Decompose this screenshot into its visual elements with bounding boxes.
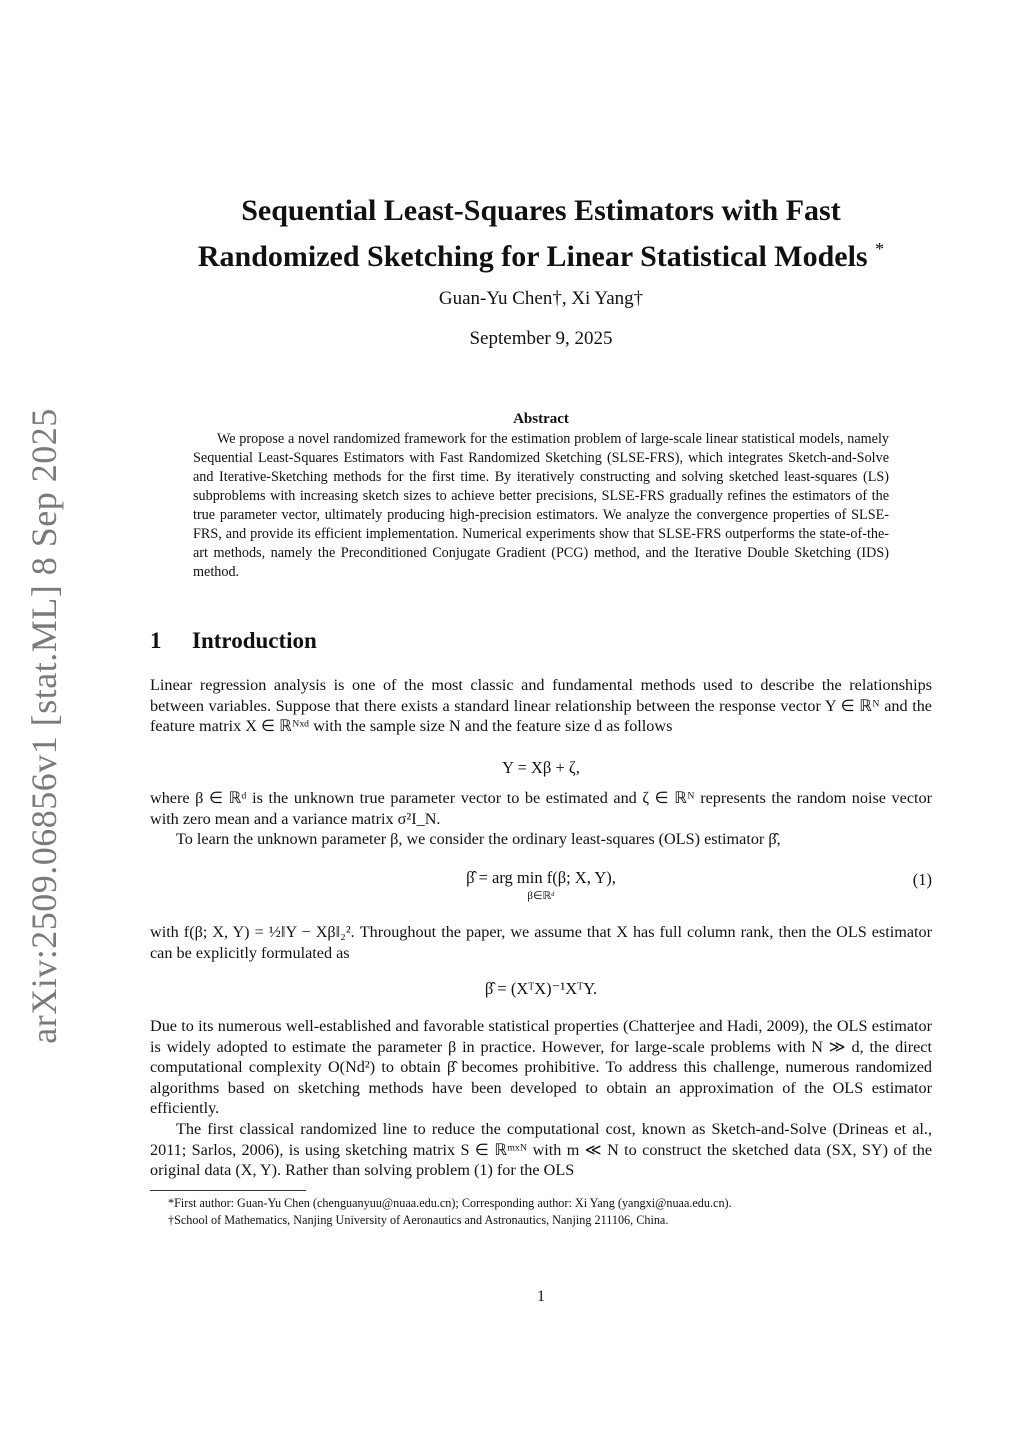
section-title: Introduction: [192, 628, 317, 653]
title-footnote-mark: *: [875, 239, 885, 259]
footnote-1: *First author: Guan-Yu Chen (chenguanyuu@nuaa.edu.cn); Corresponding author: Xi Yang (yangxi@nuaa.edu.cn).: [168, 1196, 732, 1210]
section-number: 1: [150, 628, 162, 653]
footnote-2: †School of Mathematics, Nanjing University of Aeronautics and Astronautics, Nanjing 211106, China.: [168, 1213, 669, 1227]
paragraph-2: where β ∈ ℝᵈ is the unknown true parameter vector to be estimated and ζ ∈ ℝᴺ represents the random noise vector with zero mean and a variance matrix σ²I_N.: [150, 789, 932, 828]
arxiv-identifier[interactable]: arXiv:2509.06856v1 [stat.ML] 8 Sep 2025: [24, 408, 64, 1044]
paper-title: [150, 192, 932, 276]
paragraph-1: Linear regression analysis is one of the most classic and fundamental methods used to describe the relationships between variables. Suppose that there exists a standard linear relationship between the response vector Y ∈ ℝᴺ and the feature matrix X ∈ ℝᴺˣᵈ with the sample size N and the feature size d as follows: [150, 676, 932, 735]
footnote-divider: [150, 1190, 306, 1191]
page-number: 1: [537, 1288, 545, 1305]
abstract-heading: Abstract: [513, 411, 569, 427]
paragraph-4: with f(β; X, Y) = ½‖Y − Xβ‖₂². Throughout the paper, we assume that X has full column rank, then the OLS estimator can be explicitly formulated as: [150, 923, 932, 962]
publication-date: September 9, 2025: [469, 328, 613, 349]
section-heading: [150, 628, 317, 654]
equation-closed-form: β̂ = (XᵀX)⁻¹XᵀY.: [484, 979, 598, 998]
paragraph-6: The first classical randomized line to reduce the computational cost, known as Sketch-and-Solve (Drineas et al., 2011; Sarlos, 2006), is using sketching matrix S ∈ ℝᵐˣᴺ with m ≪ N to construct the sketched data (SX, SY) of the original data (X, Y). Rather than solving problem (1) for the OLS: [150, 1120, 932, 1179]
abstract-text: We propose a novel randomized framework for the estimation problem of large-scale linear statistical models, namely Sequential Least-Squares Estimators with Fast Randomized Sketching (SLSE-FRS), which integrates Sketch-and-Solve and Iterative-Sketching methods for the first time. By iteratively constructing and solving sketched least-squares (LS) subproblems with increasing sketch sizes to achieve better precisions, SLSE-FRS gradually refines the estimators of the true parameter vector, ultimately producing high-precision estimators. We analyze the convergence properties of SLSE-FRS, and provide its efficient implementation. Numerical experiments show that SLSE-FRS outperforms the state-of-the-art methods, namely the Preconditioned Conjugate Gradient (PCG) method, and the Iterative Double Sketching (IDS) method.: [193, 431, 889, 580]
author-list: Guan-Yu Chen†, Xi Yang†: [438, 288, 644, 309]
title-line-2: Randomized Sketching for Linear Statistical Models *: [197, 239, 885, 273]
equation-model: Y = Xβ + ζ,: [502, 758, 580, 777]
equation-ols: β̂ = arg min f(β; X, Y),: [466, 868, 616, 887]
paragraph-5: Due to its numerous well-established and favorable statistical properties (Chatterjee and Hadi, 2009), the OLS estimator is widely adopted to estimate the parameter β in practice. However, for large-scale problems with N ≫ d, the direct computational complexity O(Nd²) to obtain β̂ becomes prohibitive. To address this challenge, numerous randomized algorithms based on sketching methods have been developed to obtain an approximation of the OLS estimator efficiently.: [150, 1017, 932, 1117]
equation-number-1: (1): [912, 870, 932, 889]
paragraph-3: To learn the unknown parameter β, we consider the ordinary least-squares (OLS) estimator β̂,: [176, 830, 781, 848]
equation-ols-subscript: β∈ℝᵈ: [527, 890, 555, 902]
title-line-1: Sequential Least-Squares Estimators with Fast: [241, 194, 841, 227]
